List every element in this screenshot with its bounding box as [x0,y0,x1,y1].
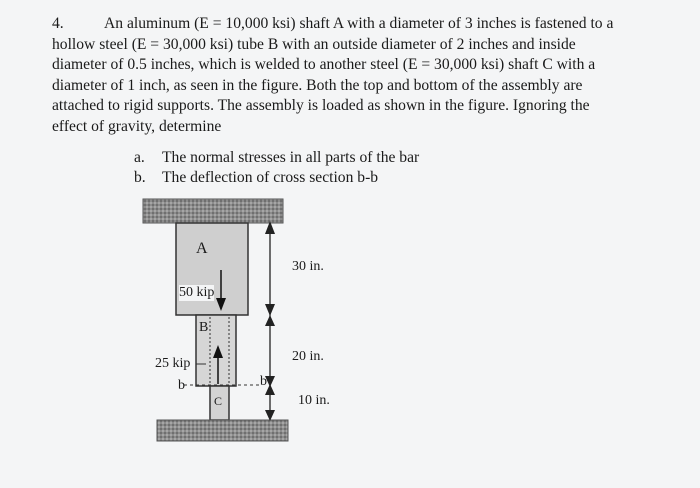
section-label-left: b [178,378,185,393]
label-b: B [199,320,209,335]
load-50-label: 50 kip [179,285,215,300]
problem-line-1: 4. An aluminum (E = 10,000 ksi) shaft A with a diameter of 3 inches is fastened to a [52,14,682,35]
shaft-a [176,223,248,315]
problem-line-4: diameter of 1 inch, as seen in the figure. Both the top and bottom of the assembly are [52,76,583,94]
task-b-text: The deflection of cross section b-b [162,169,379,186]
label-a: A [196,240,208,257]
dim-10-label: 10 in. [298,393,330,408]
problem-line-3: diameter of 0.5 inches, which is welded to another steel (E = 30,000 ksi) shaft C with a [52,56,596,73]
label-c: C [214,394,223,408]
load-25-label: 25 kip [155,356,191,371]
problem-line-6: effect of gravity, determine [52,117,222,135]
dim-bot-arrow-down [265,410,275,421]
top-support [143,199,283,223]
dim-mid-arrow-up [265,315,275,326]
problem-line-2: hollow steel (E = 30,000 ksi) tube B with an outside diameter of 2 inches and inside [52,35,576,53]
problem-line-5: attached to rigid supports. The assembly is loaded as shown in the figure. Ignoring the [52,97,590,114]
dim-20-label: 20 in. [292,349,324,364]
task-a-text: The normal stresses in all parts of the bar [162,149,420,166]
problem-number: 4. [52,15,64,32]
section-label-right: b [260,374,267,389]
bottom-support [157,420,288,441]
task-a-mark: a. [134,149,145,166]
task-b-mark: b. [134,169,146,186]
dim-top-arrow-down [265,304,275,316]
dim-30-label: 30 in. [292,259,324,274]
